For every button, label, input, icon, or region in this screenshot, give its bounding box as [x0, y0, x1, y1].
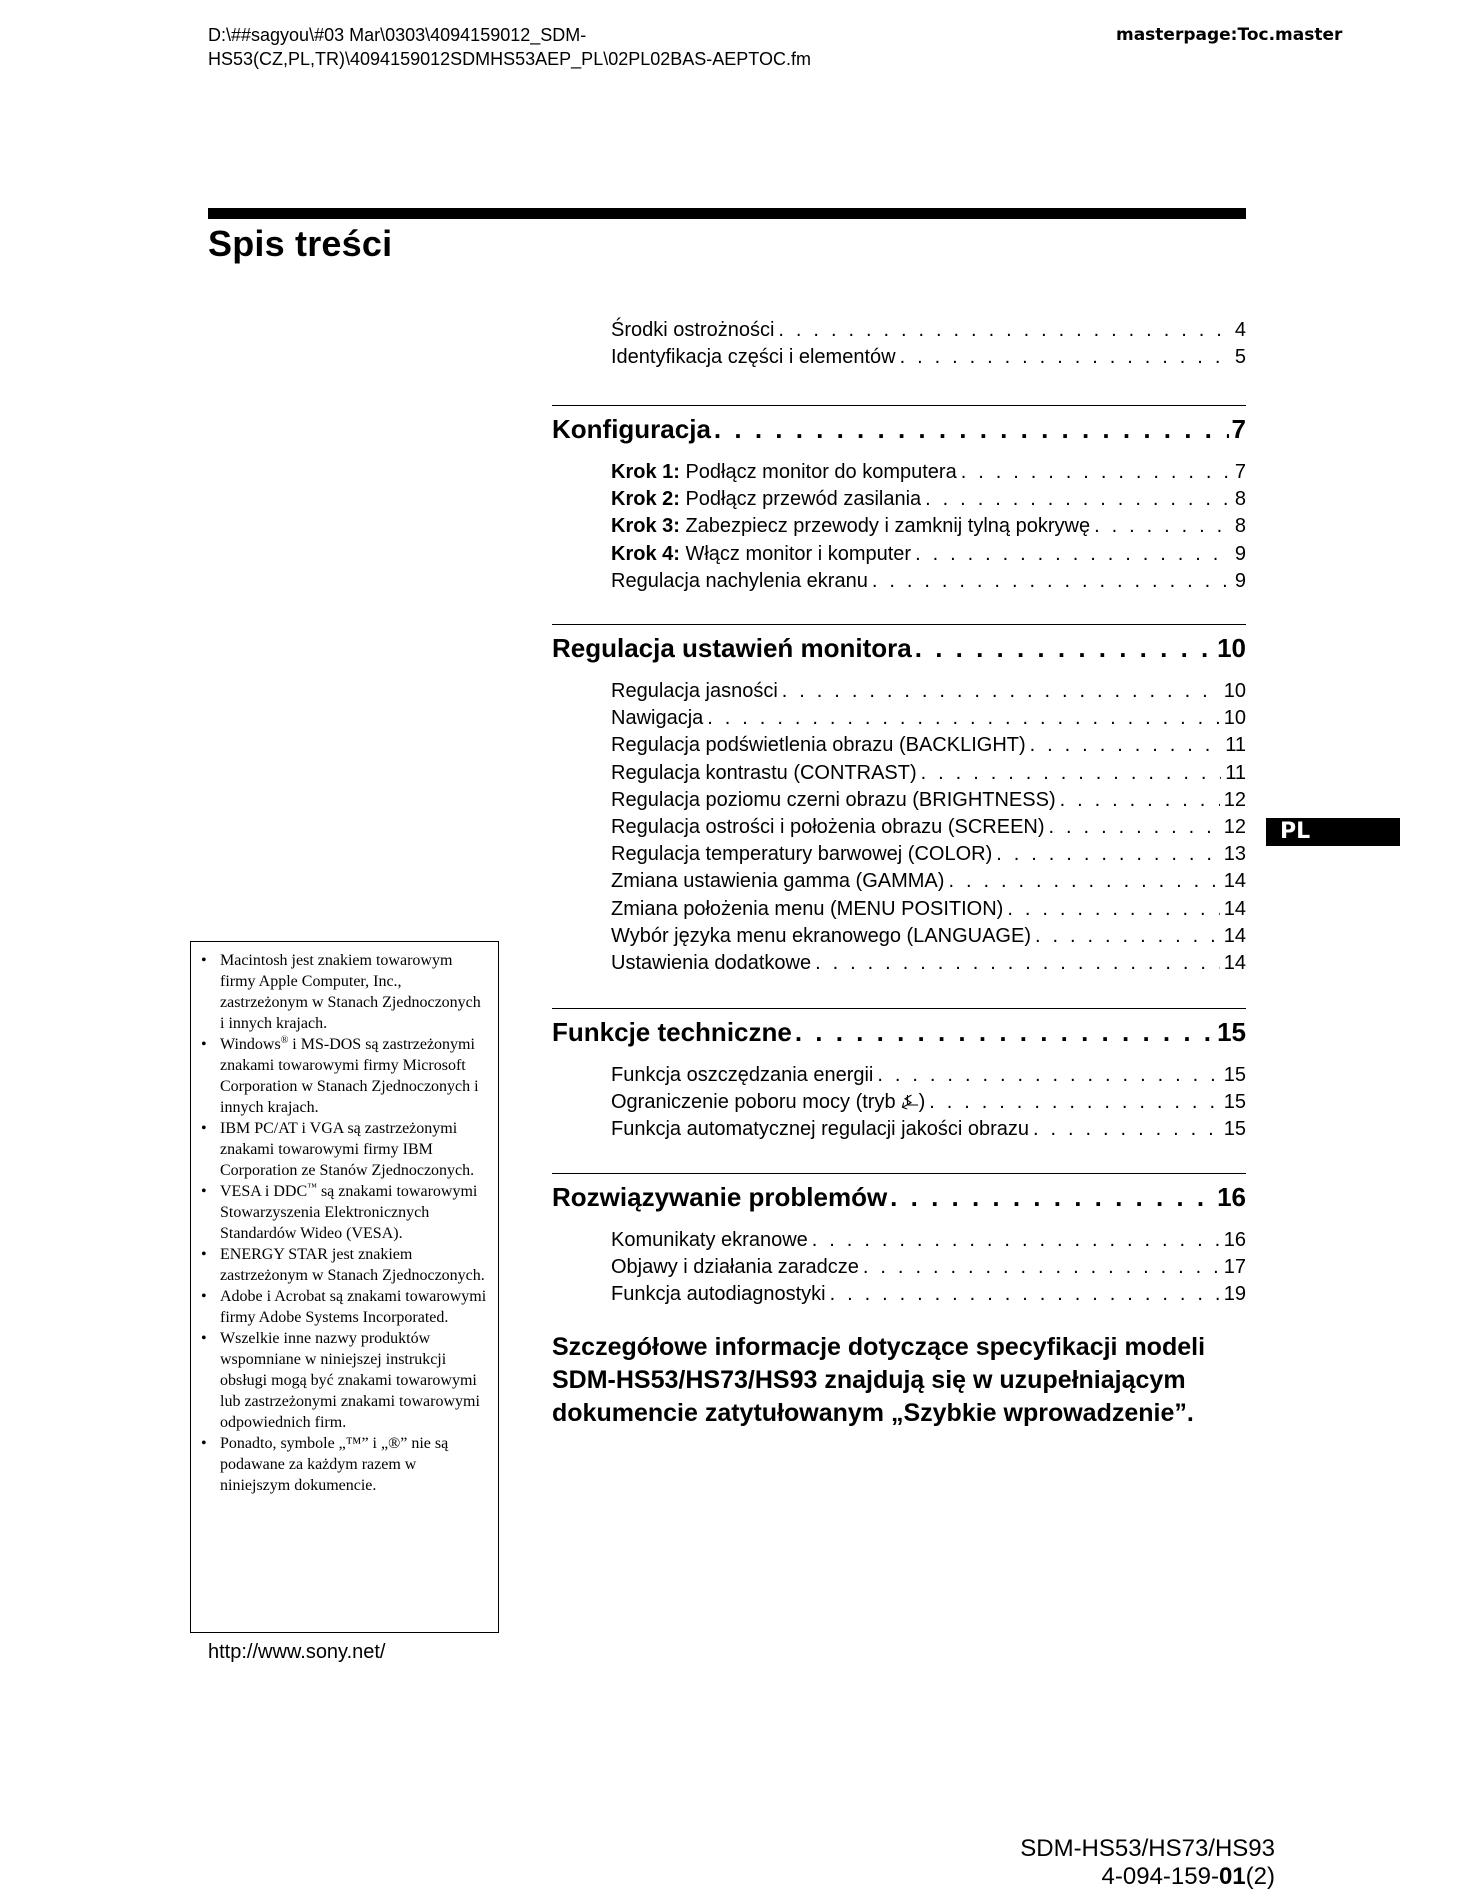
- toc-entry-page: 5: [1234, 346, 1246, 369]
- toc-entry-page: 7: [1234, 461, 1246, 483]
- toc-entry-text: Funkcja automatycznej regulacji jakości obrazu: [611, 1118, 1029, 1141]
- toc-entry-page: 4: [1234, 319, 1246, 341]
- toc-entry[interactable]: [552, 814, 1246, 841]
- toc-entry-text: Objawy i działania zaradcze: [611, 1256, 859, 1279]
- toc-entry-page: 17: [1223, 1256, 1246, 1279]
- step-label: Krok 2:: [611, 488, 680, 511]
- trademark-item: • Ponadto, symbole „™” i „®” nie są podawane za każdym razem w niniejszym dokumencie.: [201, 1433, 488, 1496]
- section-title: Funkcje techniczne: [552, 1017, 792, 1047]
- toc-entry-page: 13: [1223, 843, 1246, 866]
- toc-entry-page: 16: [1223, 1229, 1246, 1251]
- toc-entry[interactable]: [552, 486, 1246, 513]
- toc-entry-text: Regulacja kontrastu (CONTRAST): [611, 761, 917, 784]
- toc-entry-text: Nawigacja: [611, 707, 704, 730]
- toc-entry-page: 12: [1223, 816, 1246, 839]
- toc-entry-page: 9: [1234, 542, 1246, 565]
- masterpage-label: masterpage:Toc.master: [1116, 25, 1343, 45]
- website-link[interactable]: http://www.sony.net/: [208, 1641, 386, 1663]
- section-heading[interactable]: [552, 1012, 1246, 1052]
- toc-entry[interactable]: [552, 868, 1246, 895]
- toc-section-funkcje: [552, 1008, 1246, 1144]
- toc-entry-text: Regulacja ostrości i położenia obrazu (SCREEN): [611, 816, 1045, 839]
- section-heading[interactable]: [552, 628, 1246, 668]
- toc-entry-text: Środki ostrożności: [611, 319, 775, 341]
- section-title: Regulacja ustawień monitora: [552, 633, 912, 663]
- toc-entry[interactable]: [552, 841, 1246, 868]
- toc-entry-page: 11: [1225, 761, 1246, 784]
- toc-entry[interactable]: [552, 317, 1246, 344]
- registered-mark: ®: [280, 1035, 289, 1046]
- step-label: Krok 3:: [611, 515, 680, 538]
- toc-entry-page: 9: [1234, 569, 1246, 592]
- toc-entry-text: Ograniczenie poboru mocy (tryb ⍼): [611, 1091, 926, 1114]
- section-page: 15: [1217, 1017, 1246, 1047]
- toc-entry[interactable]: [552, 732, 1246, 759]
- trademark-box: [190, 941, 499, 1633]
- toc-intro: [552, 317, 1246, 371]
- toc-entry[interactable]: [552, 459, 1246, 486]
- toc-entry-text: Regulacja nachylenia ekranu: [611, 569, 868, 592]
- toc-entry[interactable]: [552, 513, 1246, 540]
- step-label: Krok 4:: [611, 542, 680, 565]
- toc-entry-text: Identyfikacja części i elementów: [611, 346, 896, 369]
- toc-entry-text: Zmiana położenia menu (MENU POSITION): [611, 897, 1004, 920]
- toc-entry[interactable]: [552, 1089, 1246, 1116]
- toc-entry-text: Funkcja autodiagnostyki: [611, 1283, 826, 1306]
- toc-entry-text: Ustawienia dodatkowe: [611, 952, 812, 975]
- section-rule: [552, 405, 1246, 406]
- spec-note: Szczegółowe informacje dotyczące specyfikacji modeli SDM-HS53/HS73/HS93 znajdują się w uzupełniającym dokumencie zatytułowanym „Szybkie wprowadzenie”.: [552, 1333, 1206, 1427]
- model-number: SDM-HS53/HS73/HS93: [1020, 1835, 1275, 1862]
- toc-entry-page: 14: [1223, 870, 1246, 893]
- file-path: [208, 23, 811, 71]
- toc-entry-text: Wybór języka menu ekranowego (LANGUAGE): [611, 924, 1031, 947]
- toc-entry-page: 8: [1234, 488, 1246, 511]
- section-page: 10: [1217, 633, 1246, 663]
- toc-entry[interactable]: [552, 1281, 1246, 1308]
- toc-entry-page: 19: [1223, 1283, 1246, 1306]
- toc-entry[interactable]: [552, 678, 1246, 705]
- toc-entry[interactable]: [552, 344, 1246, 371]
- section-rule: [552, 1173, 1246, 1174]
- toc-entry-text: Podłącz przewód zasilania: [679, 488, 922, 511]
- toc-entry[interactable]: [552, 923, 1246, 950]
- toc-section-regulacja: [552, 624, 1246, 977]
- toc-section-rozwiazywanie: [552, 1173, 1246, 1309]
- toc-entry-text: Włącz monitor i komputer: [679, 542, 912, 565]
- section-page: 16: [1217, 1182, 1246, 1212]
- toc-entry-text: Komunikaty ekranowe: [611, 1229, 808, 1251]
- section-rule: [552, 1008, 1246, 1009]
- section-title: Konfiguracja: [552, 414, 711, 444]
- toc-entry[interactable]: [552, 1227, 1246, 1254]
- file-path-line-1: D:\##sagyou\#03 Mar\0303\4094159012_SDM-: [208, 25, 587, 45]
- toc-entry-page: 15: [1223, 1091, 1246, 1114]
- toc-entry-text: Regulacja podświetlenia obrazu (BACKLIGHT): [611, 734, 1026, 757]
- toc-entry-text: Podłącz monitor do komputera: [679, 461, 957, 483]
- toc-entry[interactable]: [552, 896, 1246, 923]
- language-tab: PL: [1266, 818, 1400, 846]
- section-heading[interactable]: [552, 1177, 1246, 1217]
- trademark-item: • Windows® i MS-DOS są zastrzeżonymi znakami towarowymi firmy Microsoft Corporation w Stanach Zjednoczonych i innych krajach.: [201, 1034, 488, 1118]
- page-title: Spis treści: [208, 223, 393, 264]
- toc-entry[interactable]: [552, 760, 1246, 787]
- toc-entry-page: 14: [1223, 924, 1246, 947]
- toc-entry-page: 14: [1223, 897, 1246, 920]
- toc-entry[interactable]: [552, 568, 1246, 595]
- file-path-line-2: HS53(CZ,PL,TR)\4094159012SDMHS53AEP_PL\02PL02BAS-AEPTOC.fm: [208, 49, 811, 69]
- toc-entry-page: 15: [1223, 1118, 1246, 1141]
- trademark-item: • ENERGY STAR jest znakiem zastrzeżonym w Stanach Zjednoczonych.: [201, 1244, 488, 1286]
- toc-entry[interactable]: [552, 705, 1246, 732]
- toc-entry-page: 11: [1225, 734, 1246, 757]
- toc-entry[interactable]: [552, 1116, 1246, 1143]
- title-rule: [208, 208, 1246, 219]
- trademark-item: • VESA i DDC™ są znakami towarowymi Stowarzyszenia Elektronicznych Standardów Wideo (VESA).: [201, 1181, 488, 1244]
- toc-entry[interactable]: [552, 541, 1246, 568]
- toc-entry-text: Regulacja temperatury barwowej (COLOR): [611, 843, 993, 866]
- toc-entry-text: Funkcja oszczędzania energii: [611, 1064, 874, 1086]
- toc-entry-page: 15: [1223, 1064, 1246, 1086]
- toc-entry-page: 14: [1223, 952, 1246, 975]
- toc-entry-page: 10: [1223, 680, 1246, 702]
- part-number: 4-094-159-01(2): [1101, 1863, 1275, 1890]
- toc-entry-page: 10: [1223, 707, 1246, 730]
- toc-entry[interactable]: [552, 1254, 1246, 1281]
- toc-entry-text: Zmiana ustawienia gamma (GAMMA): [611, 870, 945, 893]
- toc-entry-text: Zabezpiecz przewody i zamknij tylną pokrywę: [679, 515, 1091, 538]
- toc-section-konfiguracja: [552, 405, 1246, 595]
- toc-entry-page: 12: [1223, 788, 1246, 811]
- trademark-item: • IBM PC/AT i VGA są zastrzeżonymi znakami towarowymi firmy IBM Corporation ze Stanów Zjednoczonych.: [201, 1118, 488, 1181]
- trademark-item: • Wszelkie inne nazwy produktów wspomniane w niniejszej instrukcji obsługi mogą być znakami towarowymi lub zastrzeżonymi znakami towarowymi odpowiednich firm.: [201, 1328, 488, 1433]
- toc-entry[interactable]: [552, 1062, 1246, 1089]
- section-title: Rozwiązywanie problemów: [552, 1182, 888, 1212]
- step-label: Krok 1:: [611, 461, 680, 483]
- toc-entry[interactable]: [552, 787, 1246, 814]
- toc-entry-page: 8: [1234, 515, 1246, 538]
- section-rule: [552, 624, 1246, 625]
- section-heading[interactable]: [552, 409, 1246, 449]
- trademark-item: • Macintosh jest znakiem towarowym firmy Apple Computer, Inc., zastrzeżonym w Stanach Zjednoczonych i innych krajach.: [201, 950, 488, 1034]
- toc-entry-text: Regulacja poziomu czerni obrazu (BRIGHTNESS): [611, 788, 1056, 811]
- trademark-item: • Adobe i Acrobat są znakami towarowymi firmy Adobe Systems Incorporated.: [201, 1286, 488, 1328]
- toc-entry[interactable]: [552, 950, 1246, 977]
- section-page: 7: [1231, 414, 1246, 444]
- toc-entry-text: Regulacja jasności: [611, 680, 778, 702]
- trademark-mark: ™: [307, 1182, 317, 1193]
